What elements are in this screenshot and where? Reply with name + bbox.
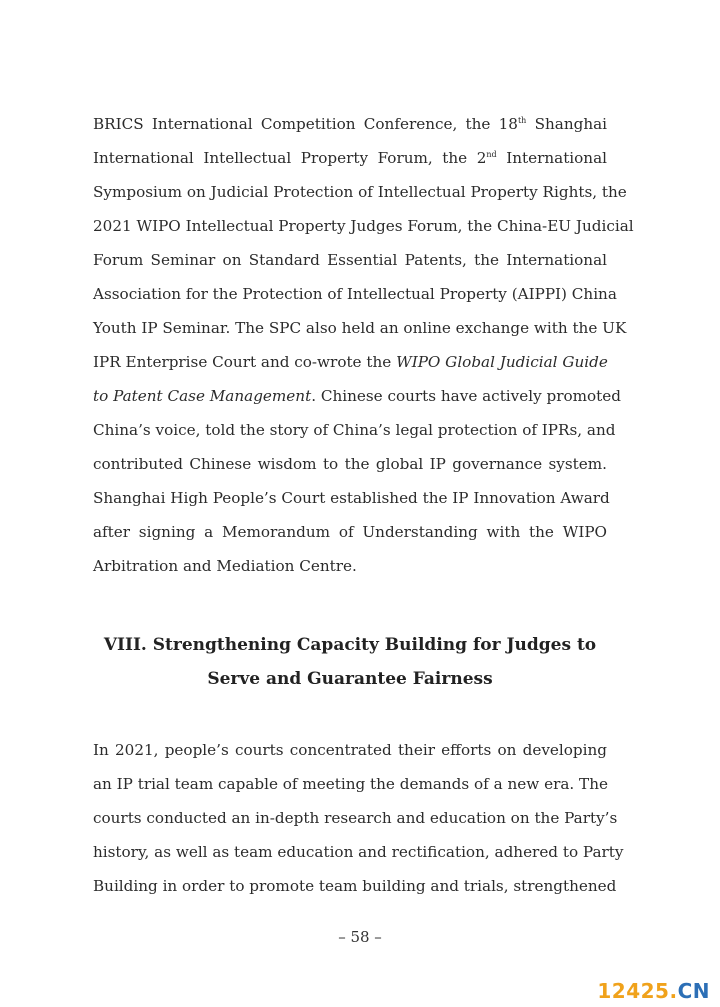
text-line: IPR Enterprise Court and co-wrote the WIPO Global Judicial Guide [93, 353, 608, 371]
superscript: nd [486, 149, 497, 159]
text-line: China’s voice, told the story of China’s legal protection of IPRs, and [93, 421, 616, 439]
text-line: 2021 WIPO Intellectual Property Judges Forum, the China-EU Judicial [93, 217, 634, 235]
paragraph-1 [93, 110, 634, 586]
text-line: Association for the Protection of Intellectual Property (AIPPI) China [93, 285, 617, 303]
watermark-dot: . [669, 979, 678, 1003]
text-line: an IP trial team capable of meeting the demands of a new era. The [93, 775, 608, 793]
watermark-logo [597, 979, 710, 1003]
text-line: courts conducted an in-depth research and education on the Party’s [93, 809, 618, 827]
text-line: Arbitration and Mediation Centre. [93, 557, 357, 575]
watermark-tld: CN [677, 979, 710, 1003]
text-line: Youth IP Seminar. The SPC also held an online exchange with the UK [93, 319, 627, 337]
page-number: – 58 – [338, 928, 382, 946]
text-line: Building in order to promote team building and trials, strengthened [93, 877, 617, 895]
paragraph-2 [93, 736, 624, 906]
text-line: to Patent Case Management. Chinese courts have actively promoted [93, 387, 621, 405]
text-line: International Intellectual Property Forum, the 2nd International [93, 149, 607, 167]
heading-line: Serve and Guarantee Fairness [207, 669, 493, 689]
text-line: Forum Seminar on Standard Essential Patents, the International [93, 251, 607, 269]
heading-line: VIII. Strengthening Capacity Building for Judges to [103, 635, 597, 655]
text-line: In 2021, people’s courts concentrated their efforts on developing [93, 741, 607, 759]
text-line: contributed Chinese wisdom to the global IP governance system. [93, 455, 607, 473]
watermark-digits: 12425 [597, 979, 670, 1003]
section-heading [93, 628, 607, 696]
text-line: BRICS International Competition Conference, the 18th Shanghai [93, 115, 608, 133]
text-line: after signing a Memorandum of Understanding with the WIPO [93, 523, 607, 541]
text-line: Shanghai High People’s Court established the IP Innovation Award [93, 489, 610, 507]
text-line: Symposium on Judicial Protection of Intellectual Property Rights, the [93, 183, 627, 201]
italic-title: WIPO Global Judicial Guide [396, 353, 608, 371]
italic-title: to Patent Case Management [93, 387, 312, 405]
superscript: th [517, 115, 527, 125]
document-page [93, 110, 634, 906]
text-line: history, as well as team education and rectification, adhered to Party [93, 843, 624, 861]
